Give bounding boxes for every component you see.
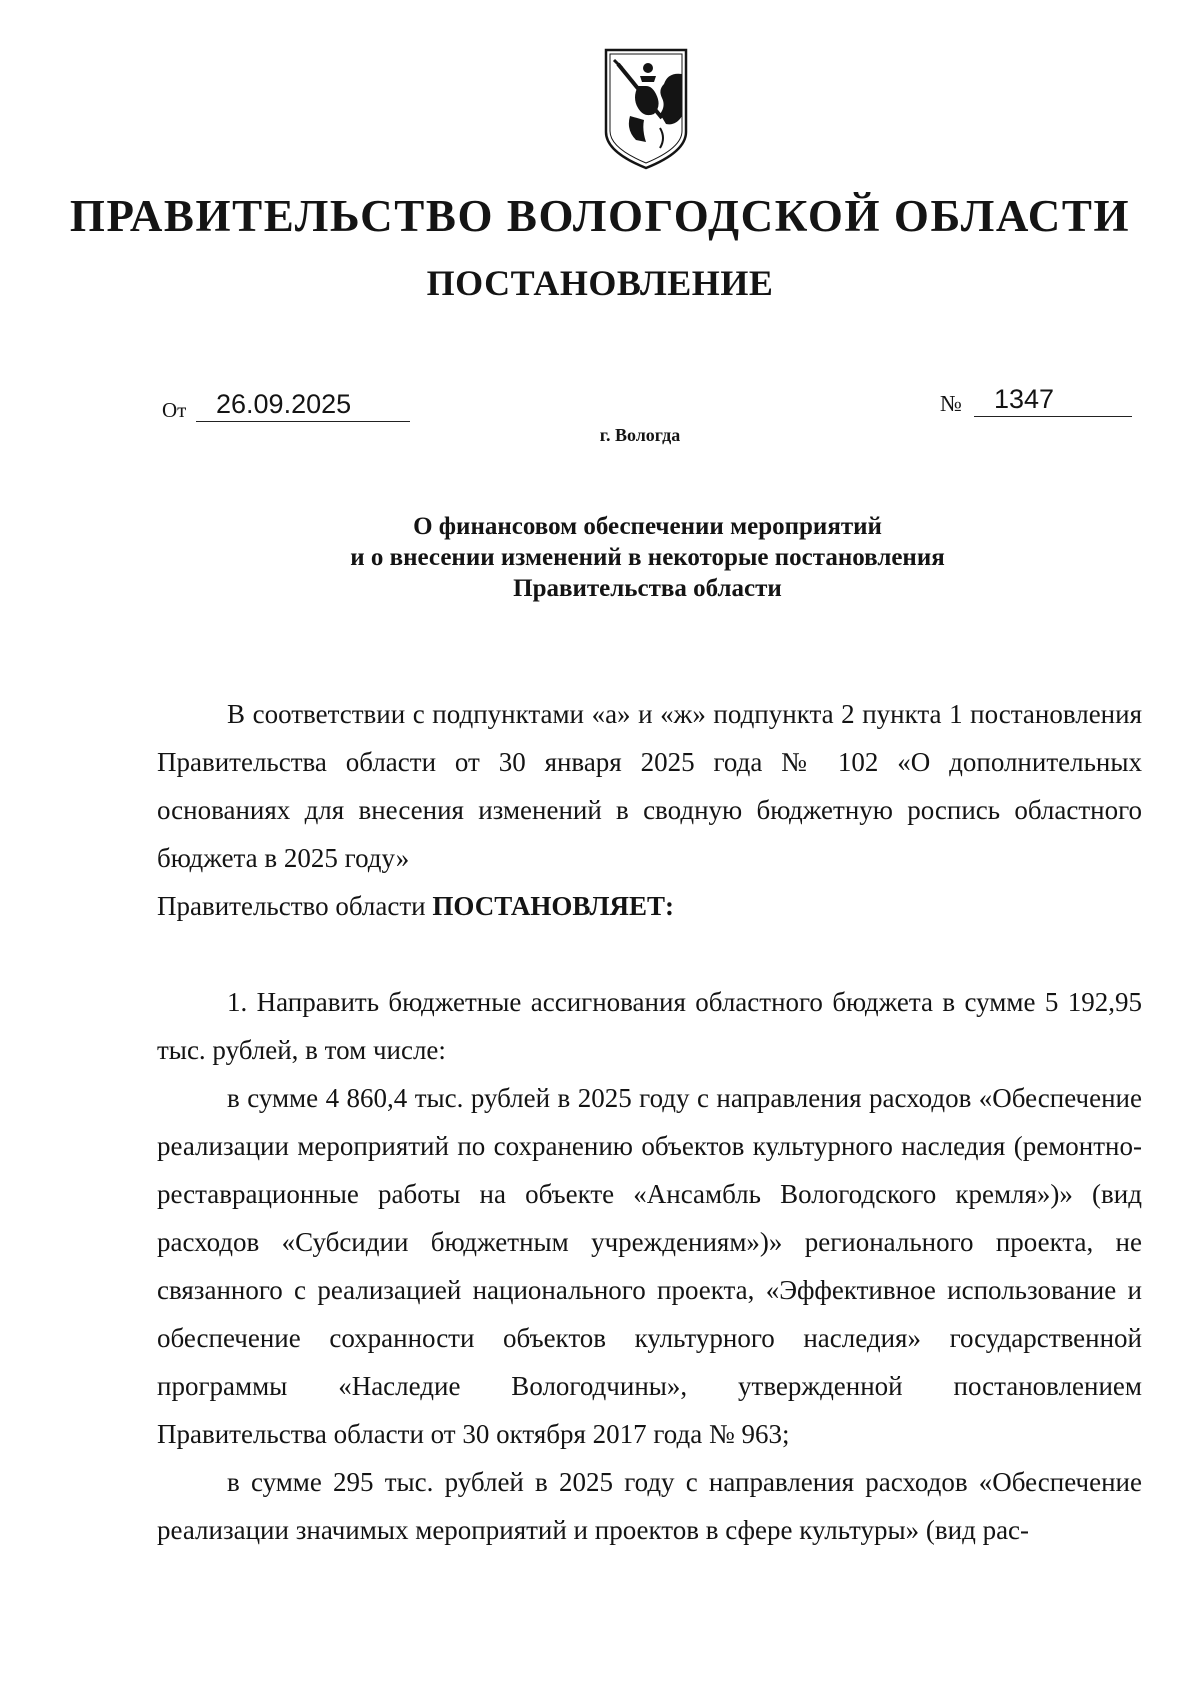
preamble-paragraph: В соответствии с подпунктами «а» и «ж» подпункта 2 пункта 1 постановления Правительства области от 30 января 2025 года № 102 «О дополнительных основаниях для внесения изменений в сводную бюджетную роспись областного бюджета в 2025 году» bbox=[157, 699, 1142, 873]
decree-line bbox=[157, 882, 1142, 930]
document-date: 26.09.2025 bbox=[196, 387, 410, 422]
city: г. Вологда bbox=[599, 425, 681, 445]
document-type: ПОСТАНОВЛЕНИЕ bbox=[426, 263, 774, 303]
item-1a-paragraph: в сумме 4 860,4 тыс. рублей в 2025 году с направления расходов «Обеспечение реализации мероприятий по сохранению объектов культурного наследия (ремонтно-реставрационные работы на объекте «Ансамбль Вологодского кремля»)» (вид расходов «Субсидии бюджетным учреждениям»)» регионального проекта, не связанного с реализацией национального проекта, «Эффективное использование и обеспечение сохранности объектов культурного наследия» государственной программы «Наследие Вологодчины», утвержденной постановлением Правительства области от 30 октября 2017 года № 963; bbox=[157, 1083, 1142, 1449]
item-1b-paragraph: в сумме 295 тыс. рублей в 2025 году с направления расходов «Обеспечение реализации значимых мероприятий и проектов в сфере культуры» (вид рас- bbox=[157, 1467, 1142, 1545]
coat-of-arms-emblem bbox=[602, 46, 690, 172]
subject-line-2: и о внесении изменений в некоторые постановления bbox=[350, 544, 945, 571]
subject-line-3: Правительства области bbox=[513, 575, 782, 602]
item-1-paragraph: 1. Направить бюджетные ассигнования областного бюджета в сумме 5 192,95 тыс. рублей, в том числе: bbox=[157, 987, 1142, 1065]
date-prefix: От bbox=[162, 398, 187, 422]
subject-line-1: О финансовом обеспечении мероприятий bbox=[413, 513, 882, 540]
document-subject bbox=[0, 511, 1200, 604]
decree-word: ПОСТАНОВЛЯЕТ: bbox=[432, 891, 674, 921]
document-number: 1347 bbox=[974, 382, 1132, 417]
decree-lead: Правительство области bbox=[157, 891, 426, 921]
document-body bbox=[157, 690, 1142, 1554]
number-prefix: № bbox=[940, 391, 962, 416]
organization-title: ПРАВИТЕЛЬСТВО ВОЛОГОДСКОЙ ОБЛАСТИ bbox=[69, 191, 1131, 241]
